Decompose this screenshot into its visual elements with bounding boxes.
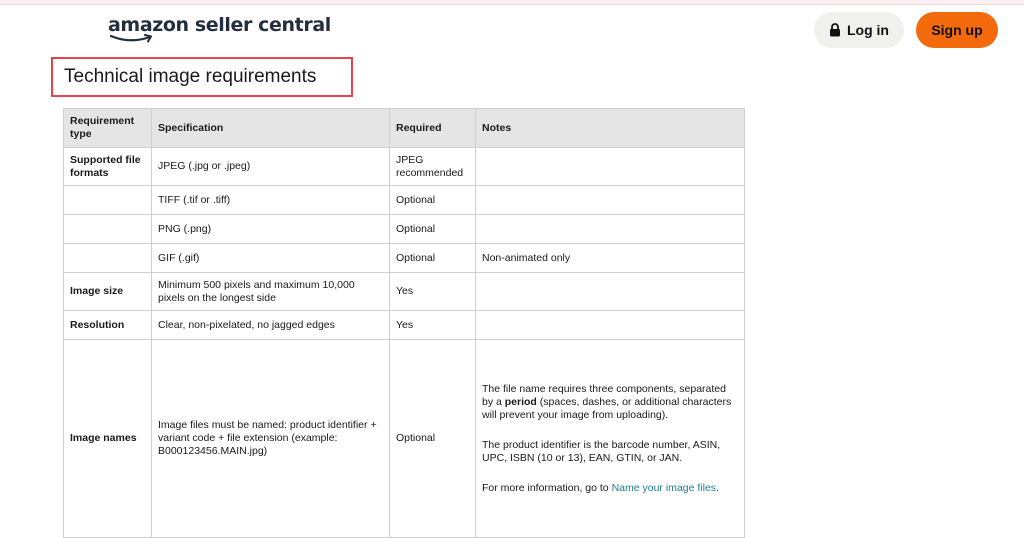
cell-spec: JPEG (.jpg or .jpeg) <box>152 148 390 186</box>
cell-notes <box>476 215 745 244</box>
table-row <box>64 215 745 244</box>
notes-text: . <box>716 481 719 494</box>
notes-text: The file name requires three components, separated by a <box>482 382 726 408</box>
cell-required: Yes <box>390 273 476 311</box>
notes-bold-text: period <box>504 395 537 408</box>
table-row <box>64 186 745 215</box>
cell-spec: Clear, non-pixelated, no jagged edges <box>152 311 390 340</box>
table-row <box>64 244 745 273</box>
column-header-type: Requirement type <box>64 109 152 148</box>
notes-text: (spaces, dashes, or additional characters will prevent your image from uploading). <box>482 395 732 421</box>
cell-type: Image names <box>64 340 152 538</box>
table-row <box>64 340 745 538</box>
cell-required: Optional <box>390 244 476 273</box>
cell-type <box>64 215 152 244</box>
login-button[interactable] <box>814 12 904 48</box>
signup-button[interactable]: Sign up <box>916 12 998 48</box>
cell-notes <box>476 340 745 538</box>
notes-paragraph <box>482 383 738 422</box>
cell-type: Resolution <box>64 311 152 340</box>
name-your-image-files-link[interactable]: Name your image files <box>611 481 717 494</box>
cell-required: JPEG recommended <box>390 148 476 186</box>
column-header-notes: Notes <box>476 109 745 148</box>
requirements-table <box>63 108 745 538</box>
cell-spec: PNG (.png) <box>152 215 390 244</box>
page-title: Technical image requirements <box>64 66 317 87</box>
cell-required: Yes <box>390 311 476 340</box>
cell-notes <box>476 273 745 311</box>
cell-spec: Image files must be named: product identifier + variant code + file extension (example: B000123456.MAIN.jpg) <box>152 340 390 538</box>
cell-notes <box>476 311 745 340</box>
table-row <box>64 311 745 340</box>
cell-spec: TIFF (.tif or .tiff) <box>152 186 390 215</box>
cell-required: Optional <box>390 215 476 244</box>
table-row <box>64 273 745 311</box>
notes-text: For more information, go to <box>482 481 612 494</box>
logo-text: amazon seller central <box>108 14 331 36</box>
table-row <box>64 148 745 186</box>
page-title-highlight <box>51 57 353 97</box>
column-header-specification: Specification <box>152 109 390 148</box>
smile-arrow-icon <box>110 34 156 44</box>
notes-paragraph: The product identifier is the barcode number, ASIN, UPC, ISBN (10 or 13), EAN, GTIN, or JAN. <box>482 438 721 464</box>
cell-notes <box>476 186 745 215</box>
table-header-row <box>64 109 745 148</box>
column-header-required: Required <box>390 109 476 148</box>
seller-central-logo[interactable] <box>108 14 331 36</box>
notes-paragraph <box>482 482 738 495</box>
cell-required: Optional <box>390 340 476 538</box>
cell-type <box>64 244 152 273</box>
cell-spec: GIF (.gif) <box>152 244 390 273</box>
cell-spec: Minimum 500 pixels and maximum 10,000 pixels on the longest side <box>152 273 390 311</box>
cell-type: Supported file formats <box>64 148 152 186</box>
cell-type <box>64 186 152 215</box>
top-strip <box>0 0 1024 5</box>
cell-notes <box>476 148 745 186</box>
cell-required: Optional <box>390 186 476 215</box>
cell-type: Image size <box>64 273 152 311</box>
cell-notes: Non-animated only <box>476 244 745 273</box>
lock-icon <box>829 23 841 37</box>
login-label: Log in <box>847 22 889 38</box>
